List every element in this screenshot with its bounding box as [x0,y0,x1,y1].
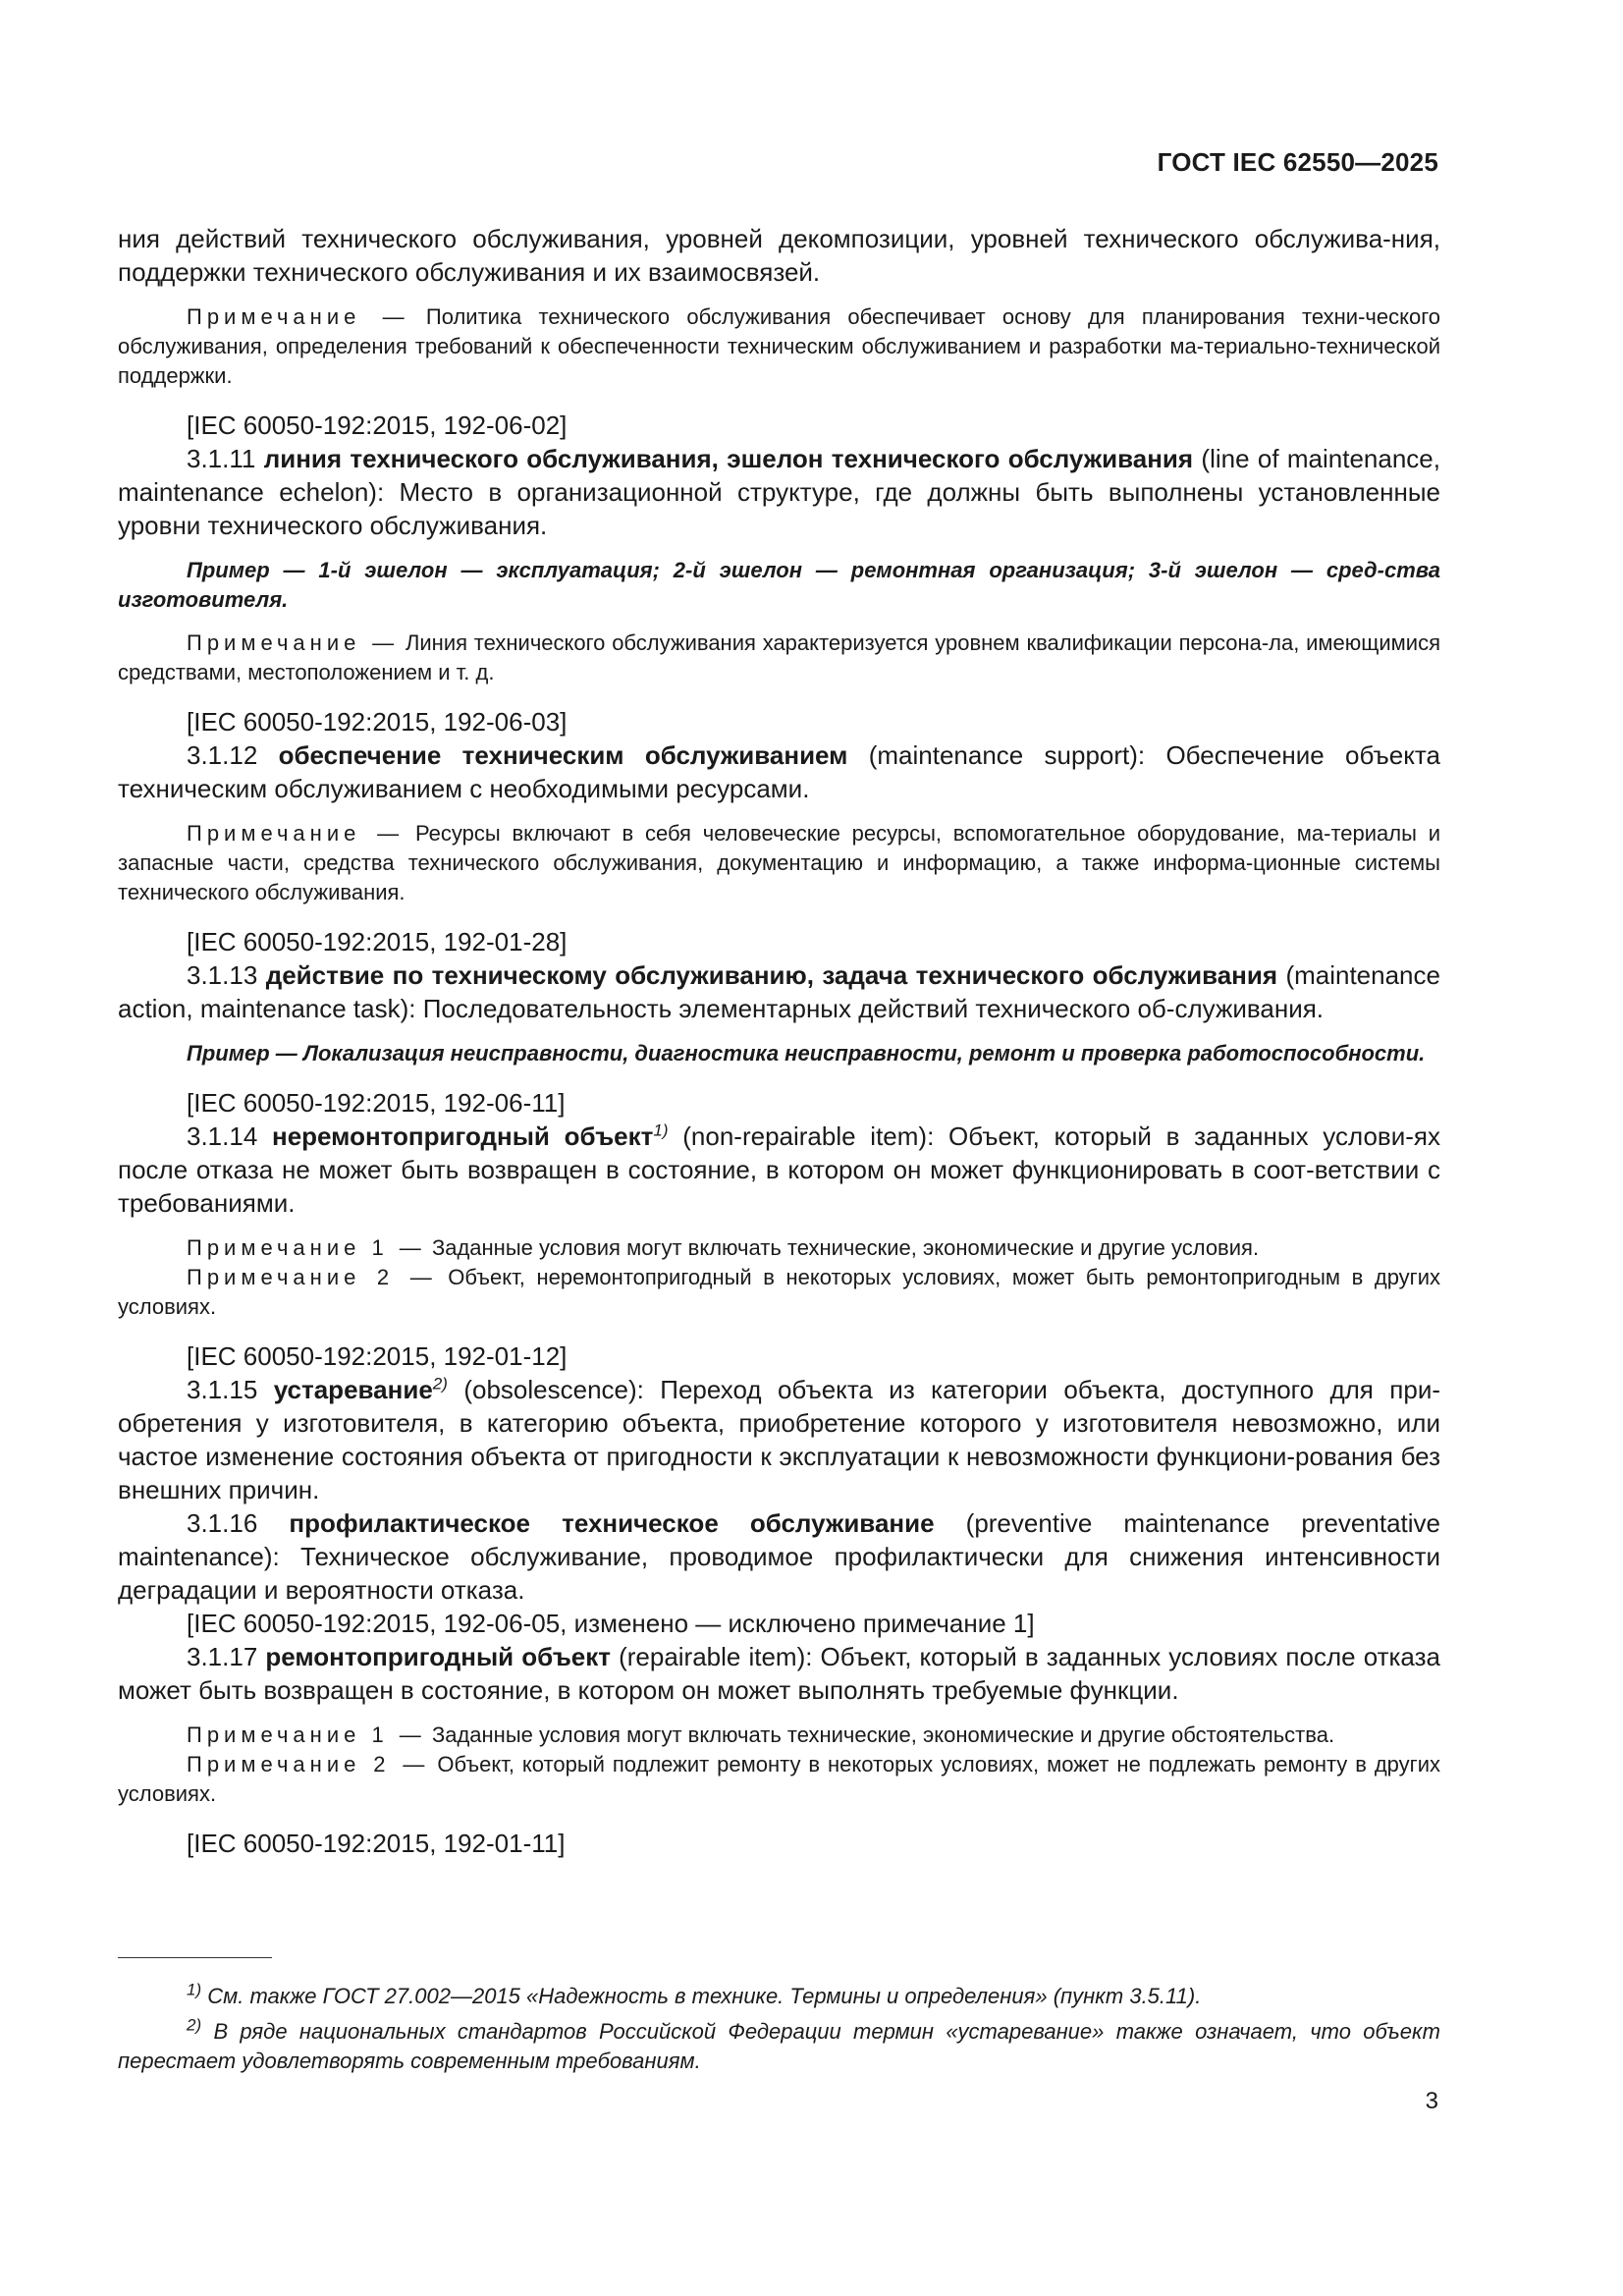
term-3-1-14 [118,1120,1440,1220]
source-reference: [IEC 60050-192:2015, 192-06-05, изменено — исключено примечание 1] [187,1609,1035,1638]
term-definition: (maintenance action, maintenance task): Последовательность элементарных действий технического об-служивания. [118,960,1440,1023]
footnote-ref: 1) [653,1121,669,1140]
note-label: Примечание — [187,630,400,655]
term-title: профилактическое техническое обслуживание [289,1508,935,1538]
example-3-1-11: Пример — 1-й эшелон — эксплуатация; 2-й эшелон — ремонтная организация; 3-й эшелон — сред-ства изготовителя. [118,558,1440,612]
term-title: линия технического обслуживания, эшелон технического обслуживания [263,444,1194,473]
note-2-3-1-17 [118,1750,1440,1809]
term-definition: (preventive maintenance preventative maintenance): Техническое обслуживание, проводимое профилактически для снижения интенсивности деградации и вероятности отказа. [118,1508,1440,1605]
term-3-1-12 [118,738,1440,805]
term-number: 3.1.15 [187,1375,258,1404]
footnote-1 [118,1982,1440,2011]
note-1-3-1-14 [118,1233,1440,1263]
note-2-3-1-14 [118,1263,1440,1322]
term-3-1-11 [118,442,1440,542]
note-label: Примечание 2 — [187,1752,430,1777]
term-title: действие по техническому обслуживанию, задача технического обслуживания [265,960,1278,990]
term-3-1-15 [118,1373,1440,1506]
term-title: ремонтопригодный объект [265,1642,611,1671]
term-definition: (maintenance support): Обеспечение объекта техническим обслуживанием с необходимыми ресурсами. [118,740,1440,803]
term-3-1-13 [118,958,1440,1025]
source-reference: [IEC 60050-192:2015, 192-01-28] [187,927,568,957]
term-3-1-16 [118,1506,1440,1607]
term-number: 3.1.14 [187,1121,258,1151]
note-label: Примечание — [187,304,409,329]
continued-paragraph: ния действий технического обслуживания, уровней декомпозиции, уровней технического обслужива-ния, поддержки технического обслуживания и их взаимосвязей. [118,224,1440,287]
example-3-1-13: Пример — Локализация неисправности, диагностика неисправности, ремонт и проверка работоспособности. [187,1041,1426,1066]
term-definition: (repairable item): Объект, который в заданных условиях после отказа может быть возвращен в состояние, в котором он может выполнять требуемые функции. [118,1642,1440,1705]
footnotes [118,1982,1440,2082]
term-number: 3.1.11 [187,444,256,473]
term-number: 3.1.13 [187,960,258,990]
footnote-mark: 2) [187,2015,202,2035]
note-label: Примечание — [187,821,405,846]
term-definition: (non-repairable item): Объект, который в заданных услови-ях после отказа не может быть возвращен в состояние, в котором он может функционировать в соот-ветствии с требованиями. [118,1121,1440,1218]
source-reference: [IEC 60050-192:2015, 192-06-02] [187,410,568,440]
term-definition: (obsolescence): Переход объекта из категории объекта, доступного для при-обретения у изготовителя, в категорию объекта, приобретение которого у изготовителя невозможно, или частое изменение состояния объекта от пригодности к эксплуатации к невозможности функциони-рования без внешних причин. [118,1375,1440,1504]
note-text: Ресурсы включают в себя человеческие ресурсы, вспомогательное оборудование, ма-териалы и запасные части, средства технического обслуживания, документацию и информацию, а также информа-ционные системы технического обслуживания. [118,821,1440,904]
footnote-text: См. также ГОСТ 27.002—2015 «Надежность в технике. Термины и определения» (пункт 3.5.11). [207,1984,1202,2008]
footnote-text: В ряде национальных стандартов Российской Федерации термин «устаревание» также означает, что объект перестает удовлетворять современным требованиям. [118,2019,1440,2073]
page-content [118,222,1440,1860]
source-reference: [IEC 60050-192:2015, 192-06-11] [187,1088,566,1118]
footnote-separator [118,1957,272,1958]
source-reference: [IEC 60050-192:2015, 192-01-12] [187,1341,568,1371]
note-label: Примечание 1 — [187,1722,426,1747]
note-1-3-1-17 [118,1721,1440,1750]
note-text: Линия технического обслуживания характеризуется уровнем квалификации персона-ла, имеющимися средствами, местоположением и т. д. [118,630,1440,684]
note-text: Объект, неремонтопригодный в некоторых условиях, может быть ремонтопригодным в других условиях. [118,1265,1440,1319]
note-text: Заданные условия могут включать технические, экономические и другие условия. [431,1235,1260,1260]
term-title: обеспечение техническим обслуживанием [278,740,848,770]
term-definition: (line of maintenance, maintenance echelon): Место в организационной структуре, где должны быть выполнены установленные уровни технического обслуживания. [118,444,1440,540]
note-text: Политика технического обслуживания обеспечивает основу для планирования техни-ческого обслуживания, определения требований к обеспеченности техническим обслуживанием и разработки ма-териально-технической поддержки. [118,304,1440,388]
term-number: 3.1.16 [187,1508,258,1538]
term-title: устаревание [273,1375,433,1404]
page-number: 3 [1425,2088,1438,2114]
note-label: Примечание 1 — [187,1235,426,1260]
footnote-2 [118,2017,1440,2076]
footnote-mark: 1) [187,1980,202,1999]
document-code-header: ГОСТ IEC 62550—2025 [1157,147,1438,177]
term-number: 3.1.12 [187,740,258,770]
term-3-1-17 [118,1640,1440,1707]
term-title: неремонтопригодный объект [272,1121,654,1151]
note-maintenance-policy [118,302,1440,391]
note-text: Объект, который подлежит ремонту в некоторых условиях, может не подлежать ремонту в других условиях. [118,1752,1440,1806]
footnote-ref: 2) [432,1374,448,1394]
note-text: Заданные условия могут включать технические, экономические и другие обстоятельства. [431,1722,1335,1747]
term-number: 3.1.17 [187,1642,258,1671]
note-3-1-12 [118,819,1440,907]
source-reference: [IEC 60050-192:2015, 192-01-11] [187,1829,566,1858]
note-3-1-11 [118,629,1440,687]
note-label: Примечание 2 — [187,1265,437,1289]
source-reference: [IEC 60050-192:2015, 192-06-03] [187,707,568,737]
